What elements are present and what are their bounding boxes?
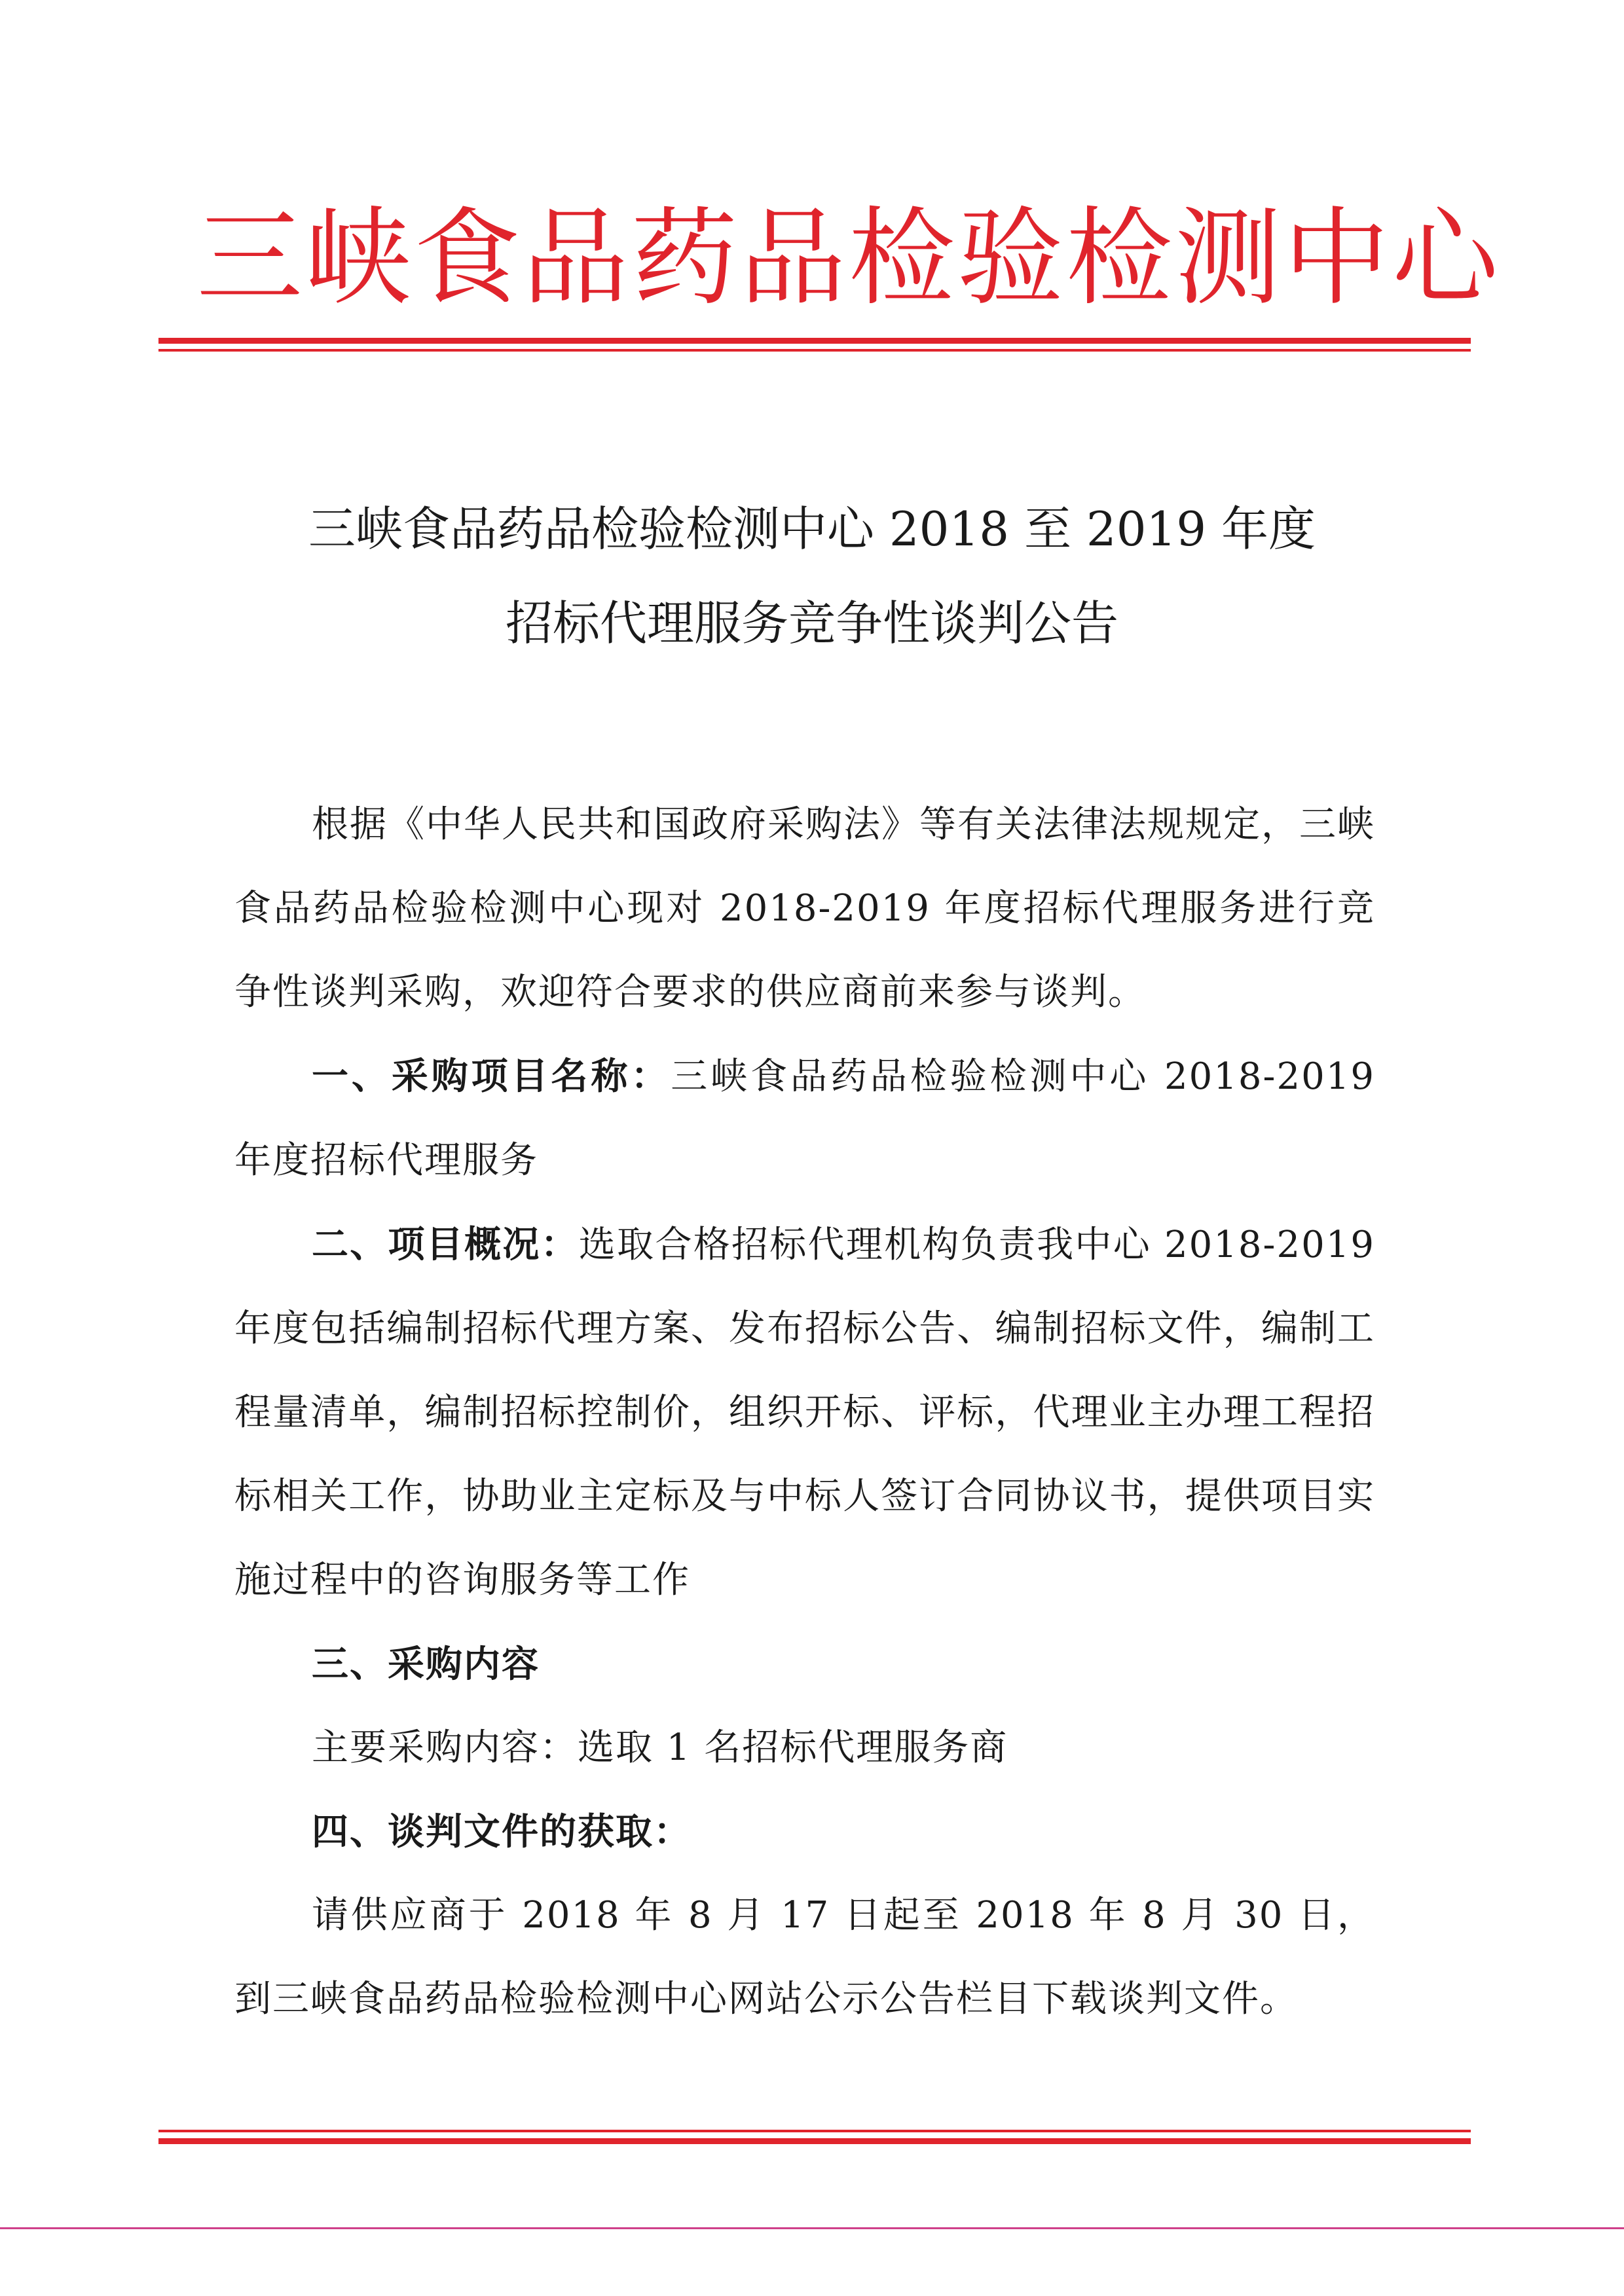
section-3-heading: 三、采购内容 bbox=[312, 1643, 540, 1686]
letterhead-rule-thin bbox=[158, 349, 1471, 352]
footer-rule-thick bbox=[158, 2138, 1471, 2144]
section-2-label: 二、项目概况： bbox=[312, 1223, 579, 1266]
section-1-label: 一、采购项目名称： bbox=[312, 1055, 671, 1098]
document-body bbox=[234, 783, 1375, 2041]
section-2-text: 选取合格招标代理机构负责我中心 2018-2019 年度包括编制招标代理方案、发布招标公告、编制招标文件，编制工程量清单，编制招标控制价，组织开标、评标，代理业主办理工程招标相关工作，协助业主定标及与中标人签订合同协议书，提供项目实施过程中的咨询服务等工作 bbox=[234, 1224, 1375, 1601]
letterhead-org-name: 三峡食品药品检验检测中心 bbox=[196, 197, 1501, 320]
section-2-paragraph bbox=[234, 1203, 1375, 1622]
letterhead-rule-thick bbox=[158, 338, 1471, 344]
page-bottom-line bbox=[0, 2227, 1624, 2229]
footer-rule-thin bbox=[158, 2130, 1471, 2132]
section-3-text: 主要采购内容：选取 1 名招标代理服务商 bbox=[312, 1726, 1008, 1769]
intro-paragraph: 根据《中华人民共和国政府采购法》等有关法律法规规定，三峡食品药品检验检测中心现对 2018-2019 年度招标代理服务进行竞争性谈判采购，欢迎符合要求的供应商前来参与谈判。 bbox=[234, 803, 1375, 1013]
section-4-text: 请供应商于 2018 年 8 月 17 日起至 2018 年 8 月 30 日，到三峡食品药品检验检测中心网站公示公告栏目下载谈判文件。 bbox=[234, 1894, 1375, 2020]
section-4-heading: 四、谈判文件的获取： bbox=[312, 1810, 692, 1853]
document-title-line-1: 三峡食品药品检验检测中心 2018 至 2019 年度 bbox=[308, 501, 1316, 556]
section-1-paragraph bbox=[234, 1034, 1375, 1203]
document-title-line-2: 招标代理服务竞争性谈判公告 bbox=[505, 596, 1118, 651]
section-1-text: 三峡食品药品检验检测中心 2018-2019 年度招标代理服务 bbox=[234, 1055, 1375, 1182]
